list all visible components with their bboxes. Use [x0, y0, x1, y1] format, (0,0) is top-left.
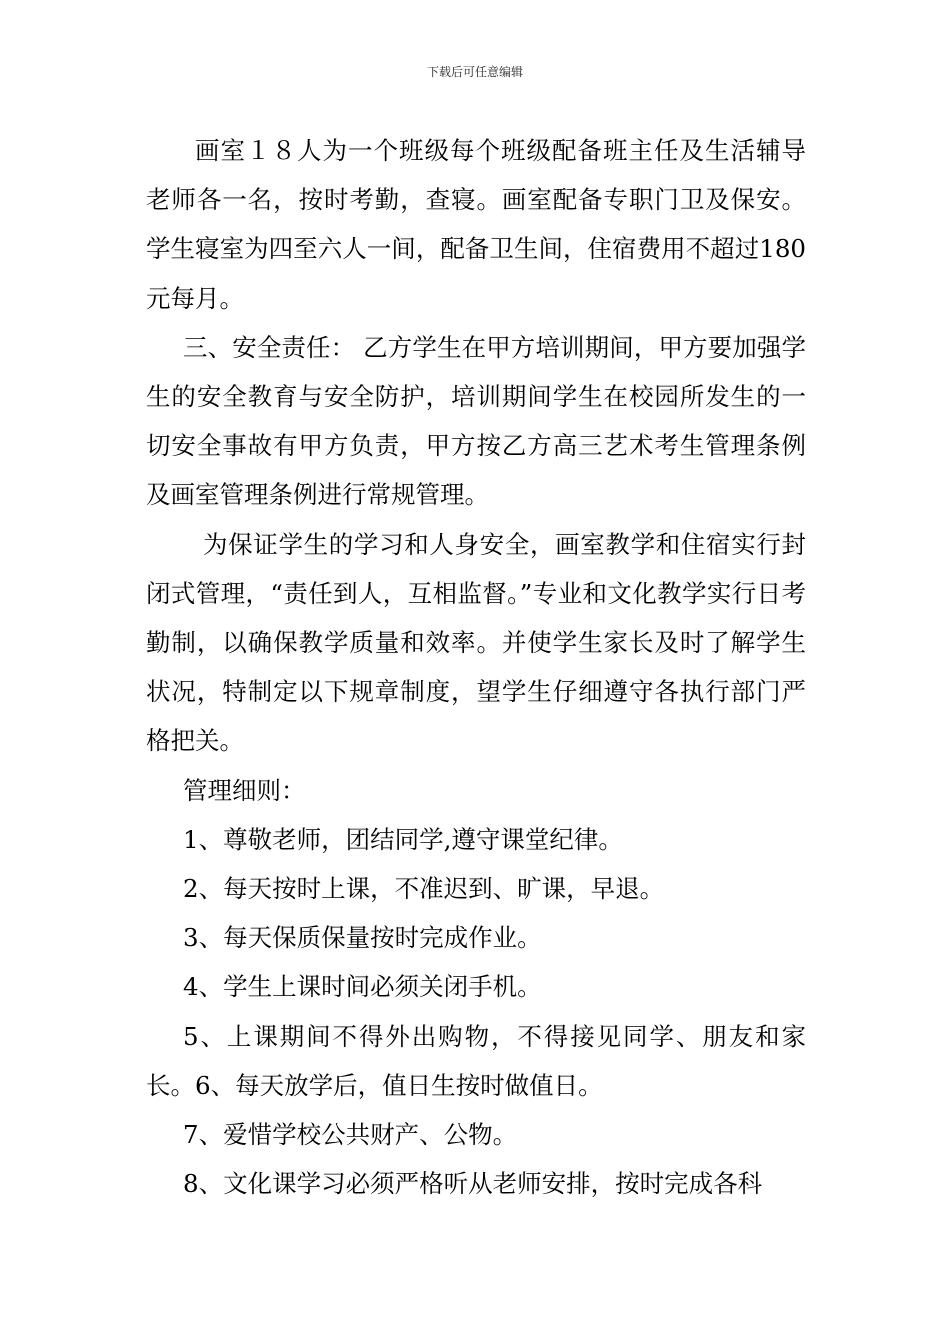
- rule-item: 7、爱惜学校公共财产、公物。: [183, 1120, 518, 1150]
- section-heading-management-rules: 管理细则：: [183, 775, 306, 805]
- page-header: 下载后可任意编辑: [426, 65, 523, 79]
- paragraph-safety-responsibility: 三、安全责任： 乙方学生在甲方培训期间，甲方要加强学生的安全教育与安全防护，培训期间学生在校园所发生的一切安全事故有甲方负责，甲方按乙方高三艺术考生管理条例及画室管理条例进行常规管理。: [146, 332, 806, 510]
- paragraph-class-arrangement: 画室１８人为一个班级每个班级配备班主任及生活辅导老师各一名，按时考勤，查寝。画室配备专职门卫及保安。学生寝室为四至六人一间，配备卫生间，住宿费用不超过180元每月。: [146, 136, 806, 313]
- rule-item: 1、尊敬老师，团结同学,遵守课堂纪律。: [183, 824, 623, 854]
- rule-item: 4、学生上课时间必须关闭手机。: [183, 972, 542, 1002]
- rule-item: 2、每天按时上课，不准迟到、旷课，早退。: [183, 874, 665, 904]
- document-body: [146, 126, 806, 1208]
- rule-item: 8、文化课学习必须严格听从老师安排，按时完成各科: [183, 1169, 763, 1199]
- paragraph-closed-management: 为保证学生的学习和人身安全，画室教学和住宿实行封闭式管理，“责任到人，互相监督。”专业和文化教学实行日考勤制，以确保教学质量和效率。并使学生家长及时了解学生状况，特制定以下规章制度，望学生仔细遵守各执行部门严格把关。: [146, 529, 806, 756]
- rule-item: 5、上课期间不得外出购物，不得接见同学、朋友和家长。6、每天放学后，值日生按时做值日。: [146, 1021, 806, 1100]
- rule-item: 3、每天保质保量按时完成作业。: [183, 923, 542, 953]
